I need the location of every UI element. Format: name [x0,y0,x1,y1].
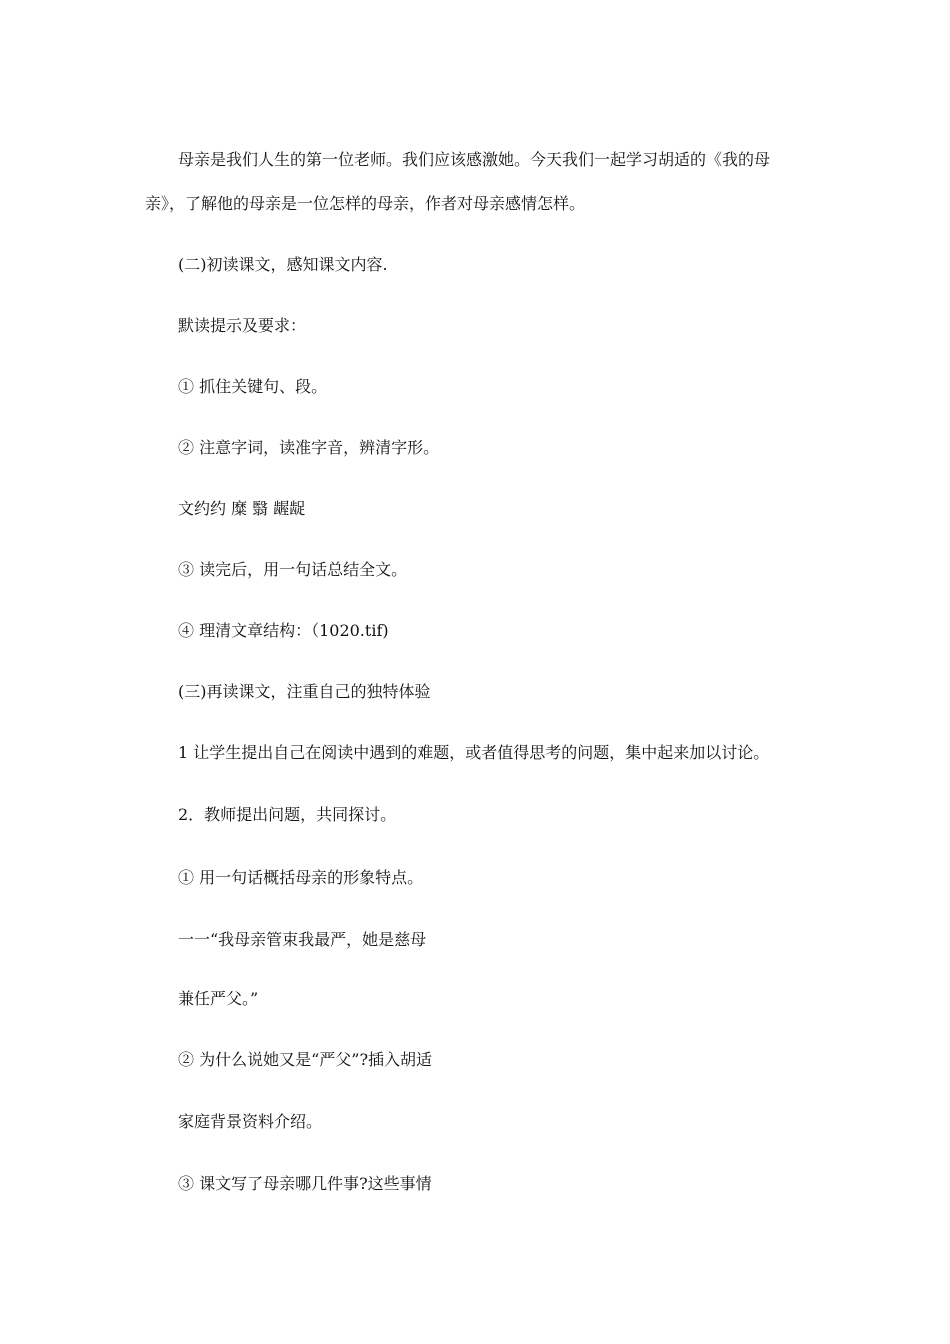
question-2-line-2: 家庭背景资料介绍。 [178,1112,323,1131]
question-2-line-1: ② 为什么说她又是“严父”?插入胡适 [178,1050,433,1069]
answer-1-line-2: 兼任严父。” [178,989,259,1008]
section-heading-rereading: (三)再读课文，注重自己的独特体验 [178,682,431,701]
question-1: ① 用一句话概括母亲的形象特点。 [178,868,424,887]
silent-reading-title: 默读提示及要求： [178,316,307,335]
section-heading-initial-reading: (二)初读课文，感知课文内容. [178,255,388,274]
discussion-step-2: 2．教师提出问题，共同探讨。 [178,805,397,824]
answer-1-line-1: 一一“我母亲管束我最严，她是慈母 [178,930,427,949]
requirement-item-4: ④ 理清文章结构：（1020.tif) [178,621,389,640]
intro-paragraph-line-2: 亲》，了解他的母亲是一位怎样的母亲，作者对母亲感情怎样。 [145,194,586,213]
vocabulary-words: 文约约 糜 翳 龌龊 [178,499,306,518]
question-3-line-1: ③ 课文写了母亲哪几件事?这些事情 [178,1174,432,1193]
intro-paragraph-line-1: 母亲是我们人生的第一位老师。我们应该感激她。今天我们一起学习胡适的《我的母 [178,150,771,169]
requirement-item-1: ① 抓住关键句、段。 [178,377,328,396]
discussion-step-1: 1 让学生提出自己在阅读中遇到的难题，或者值得思考的问题，集中起来加以讨论。 [178,743,770,762]
requirement-item-3: ③ 读完后，用一句话总结全文。 [178,560,408,579]
requirement-item-2: ② 注意字词，读准字音，辨清字形。 [178,438,440,457]
